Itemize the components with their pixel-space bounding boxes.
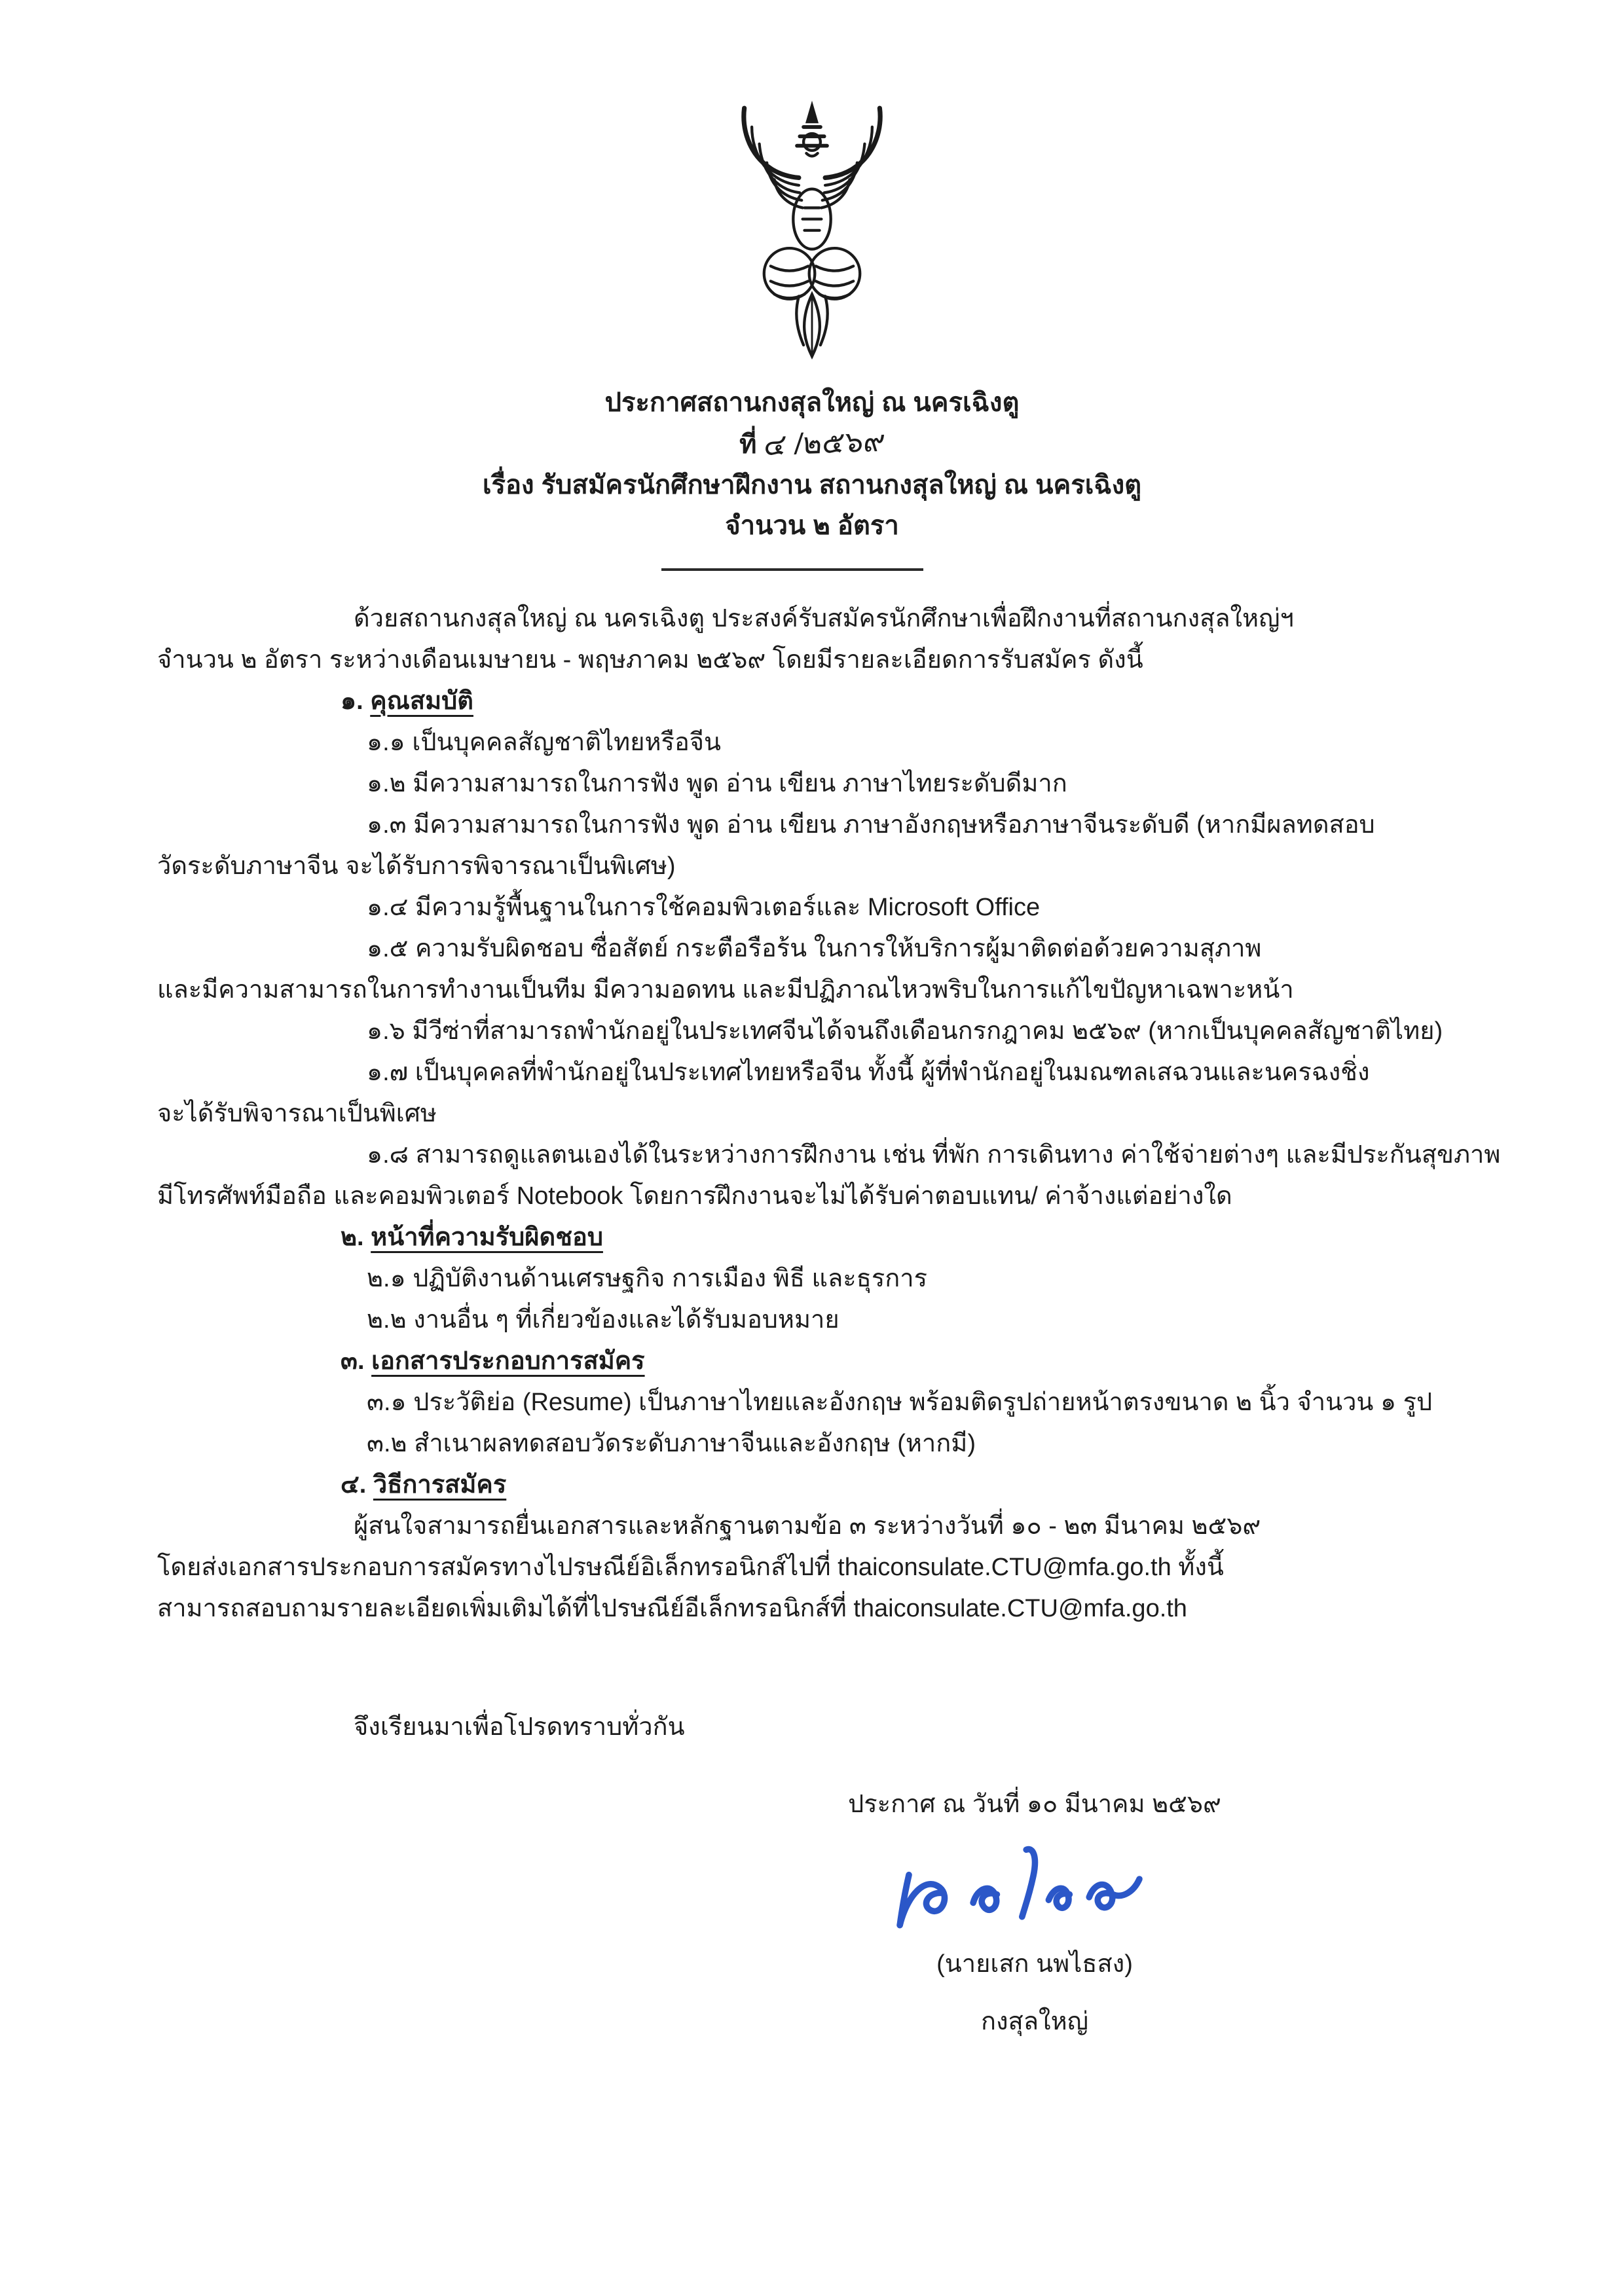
signature-ink	[881, 1836, 1189, 1941]
section-4-line-2-tail: ทั้งนี้	[1171, 1554, 1224, 1581]
doc-number-line	[0, 423, 1624, 465]
doc-number-handwritten: ๔ /๒๕๖๙	[762, 424, 887, 462]
item-1-4: ๑.๔ มีความรู้พื้นฐานในการใช้คอมพิวเตอร์และ Microsoft Office	[367, 894, 1041, 921]
email-link-2[interactable]: thaiconsulate.CTU@mfa.go.th	[853, 1595, 1187, 1622]
item-1-3: ๑.๓ มีความสามารถในการฟัง พูด อ่าน เขียน ภาษาอังกฤษหรือภาษาจีนระดับดี (หากมีผลทดสอบ	[367, 811, 1375, 839]
item-3-1: ๓.๑ ประวัติย่อ (Resume) เป็นภาษาไทยและอังกฤษ พร้อมติดรูปถ่ายหน้าตรงขนาด ๒ นิ้ว จำนวน ๑ รูป	[367, 1389, 1433, 1416]
section-4-line-2-text: โดยส่งเอกสารประกอบการสมัครทางไปรษณีย์อิเล็กทรอนิกส์ไปที่	[157, 1554, 838, 1581]
announcement-title: ประกาศสถานกงสุลใหญ่ ณ นครเฉิงตู	[604, 388, 1020, 417]
announcement-date: ประกาศ ณ วันที่ ๑๐ มีนาคม ๒๕๖๙	[848, 1791, 1221, 1818]
signer-title: กงสุลใหญ่	[980, 2008, 1089, 2035]
signature-block	[819, 1785, 1251, 2040]
item-2-2: ๒.๒ งานอื่น ๆ ที่เกี่ยวข้องและได้รับมอบหมาย	[367, 1306, 840, 1334]
item-2-1: ๒.๑ ปฏิบัติงานด้านเศรษฐกิจ การเมือง พิธี และธุรการ	[367, 1265, 928, 1292]
item-1-8-continued: มีโทรศัพท์มือถือ และคอมพิวเตอร์ Notebook โดยการฝึกงานจะไม่ได้รับค่าตอบแทน/ ค่าจ้างแต่อย่างใด	[157, 1182, 1232, 1210]
section-2-number: ๒.	[341, 1224, 364, 1251]
item-1-2: ๑.๒ มีความสามารถในการฟัง พูด อ่าน เขียน ภาษาไทยระดับดีมาก	[367, 770, 1067, 797]
item-1-3-continued: วัดระดับภาษาจีน จะได้รับการพิจารณาเป็นพิเศษ)	[157, 852, 676, 880]
section-3-number: ๓.	[341, 1347, 365, 1375]
section-4-heading	[157, 1465, 1526, 1506]
section-2-title: หน้าที่ความรับผิดชอบ	[371, 1224, 603, 1251]
signer-name: (นายเสก นพไธสง)	[936, 1950, 1133, 1978]
item-1-7: ๑.๗ เป็นบุคคลที่พำนักอยู่ในประเทศไทยหรือจีน ทั้งนี้ ผู้ที่พำนักอยู่ในมณฑลเสฉวนและนครฉงชิ่ง	[367, 1059, 1370, 1086]
item-1-8: ๑.๘ สามารถดูแลตนเองได้ในระหว่างการฝึกงาน เช่น ที่พัก การเดินทาง ค่าใช้จ่ายต่างๆ และมีประกันสุขภาพ	[367, 1141, 1501, 1169]
document-header	[0, 382, 1624, 546]
section-3-title: เอกสารประกอบการสมัคร	[371, 1347, 645, 1375]
item-1-5: ๑.๕ ความรับผิดชอบ ซื่อสัตย์ กระตือรือร้น ในการให้บริการผู้มาติดต่อด้วยความสุภาพ	[367, 935, 1262, 962]
closing-line: จึงเรียนมาเพื่อโปรดทราบทั่วกัน	[354, 1713, 685, 1741]
item-3-2: ๓.๒ สำเนาผลทดสอบวัดระดับภาษาจีนและอังกฤษ (หากมี)	[367, 1430, 976, 1457]
doc-number-prefix: ที่	[739, 430, 757, 459]
section-4-number: ๔.	[341, 1471, 367, 1499]
section-1-number: ๑.	[341, 687, 363, 715]
section-2-heading	[157, 1217, 1526, 1258]
section-4-line-1: ผู้สนใจสามารถยื่นเอกสารและหลักฐานตามข้อ ๓ ระหว่างวันที่ ๑๐ - ๒๓ มีนาคม ๒๕๖๙	[354, 1512, 1261, 1540]
subject-line: เรื่อง รับสมัครนักศึกษาฝึกงาน สถานกงสุลใหญ่ ณ นครเฉิงตู	[482, 471, 1142, 500]
item-1-6: ๑.๖ มีวีซ่าที่สามารถพำนักอยู่ในประเทศจีนได้จนถึงเดือนกรกฎาคม ๒๕๖๙ (หากเป็นบุคคลสัญชาติไทย)	[367, 1017, 1443, 1045]
section-4-line-3-text: สามารถสอบถามรายละเอียดเพิ่มเติมได้ที่ไปรษณีย์อีเล็กทรอนิกส์ที่	[157, 1595, 854, 1622]
intro-line-1: ด้วยสถานกงสุลใหญ่ ณ นครเฉิงตู ประสงค์รับสมัครนักศึกษาเพื่อฝึกงานที่สถานกงสุลใหญ่ฯ	[354, 605, 1294, 632]
section-4-title: วิธีการสมัคร	[373, 1471, 507, 1499]
quantity-line: จำนวน ๒ อัตรา	[725, 511, 899, 540]
document-body	[0, 598, 1624, 1748]
item-1-1: ๑.๑ เป็นบุคคลสัญชาติไทยหรือจีน	[367, 729, 722, 756]
divider-rule	[661, 568, 923, 571]
item-1-7-continued: จะได้รับพิจารณาเป็นพิเศษ	[157, 1100, 437, 1127]
section-4-line-2	[157, 1547, 1526, 1588]
section-1-heading	[157, 681, 1526, 722]
section-3-heading	[157, 1341, 1526, 1382]
section-1-title: คุณสมบัติ	[370, 687, 473, 715]
intro-line-2: จำนวน ๒ อัตรา ระหว่างเดือนเมษายน - พฤษภาคม ๒๕๖๙ โดยมีรายละเอียดการรับสมัคร ดังนี้	[157, 646, 1143, 674]
section-4-line-3	[157, 1588, 1526, 1630]
garuda-emblem	[704, 97, 920, 360]
email-link[interactable]: thaiconsulate.CTU@mfa.go.th	[838, 1554, 1172, 1581]
item-1-5-continued: และมีความสามารถในการทำงานเป็นทีม มีความอดทน และมีปฏิภาณไหวพริบในการแก้ไขปัญหาเฉพาะหน้า	[157, 976, 1294, 1004]
